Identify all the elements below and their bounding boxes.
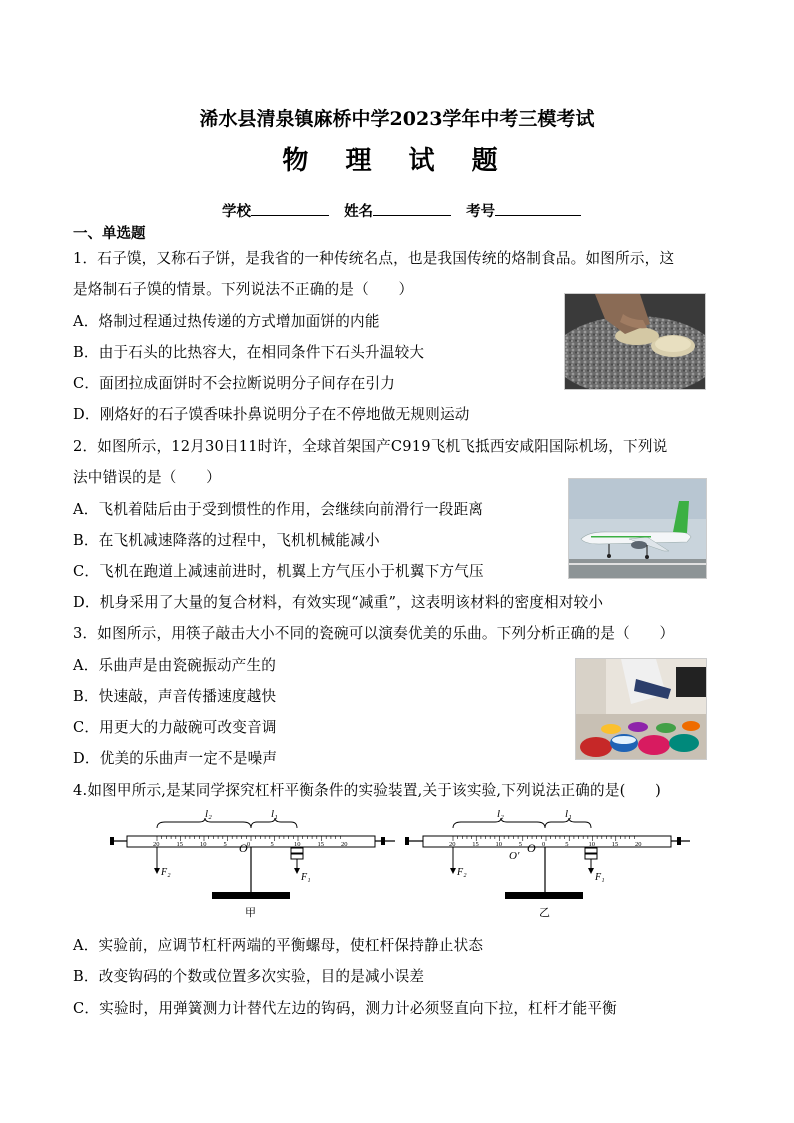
force-f2-jia: F₂ — [161, 867, 171, 878]
lever-experiment-figure — [105, 808, 695, 922]
porcelain-bowls-photo — [575, 658, 707, 760]
q1-option-a: A．烙制过程通过热传递的方式增加面饼的内能 — [73, 313, 380, 330]
lever-jia — [110, 808, 395, 919]
q4-stem-line1: 4.如图甲所示,是某同学探究杠杆平衡条件的实验装置,关于该实验,下列说法正确的是( ) — [73, 782, 661, 799]
figure-label-jia: 甲 — [245, 907, 256, 919]
stone-cake-photo — [564, 293, 706, 390]
number-blank[interactable] — [495, 203, 581, 216]
number-label: 考号 — [466, 203, 496, 220]
lever-yi — [405, 808, 690, 919]
q2-option-d: D．机身采用了大量的复合材料，有效实现“减重”，这表明该材料的密度相对较小 — [73, 594, 604, 611]
scale-tick-label: 10 — [588, 841, 595, 848]
c919-airplane-photo — [568, 478, 707, 579]
q3-option-b: B．快速敲，声音传播速度越快 — [73, 688, 277, 705]
scale-tick-label: 5 — [518, 841, 522, 848]
pivot-o-prime-yi: O′ — [509, 850, 520, 862]
pivot-o-yi: O — [527, 841, 536, 855]
q2-option-c: C．飞机在跑道上减速前进时，机翼上方气压小于机翼下方气压 — [73, 563, 484, 580]
force-f1-yi: F₁ — [595, 872, 605, 883]
scale-tick-label: 20 — [153, 841, 160, 848]
q1-option-c: C．面团拉成面饼时不会拉断说明分子间存在引力 — [73, 375, 396, 392]
subject-title: 物 理 试 题 — [282, 146, 512, 176]
exam-school-title: 浠水县清泉镇麻桥中学2023学年中考三模考试 — [199, 108, 595, 130]
name-label: 姓名 — [344, 203, 374, 220]
q3-option-a: A．乐曲声是由瓷碗振动产生的 — [73, 657, 277, 674]
q1-option-b: B．由于石头的比热容大，在相同条件下石头升温较大 — [73, 344, 425, 361]
scale-tick-label: 20 — [449, 841, 456, 848]
scale-tick-label: 10 — [294, 841, 301, 848]
scale-tick-label: 5 — [223, 841, 227, 848]
label-l2-jia: l₂ — [205, 808, 212, 820]
scale-tick-label: 5 — [565, 841, 569, 848]
label-l1-jia: l₁ — [271, 808, 278, 820]
scale-tick-label: 0 — [542, 841, 546, 848]
name-blank[interactable] — [373, 203, 451, 216]
q2-option-b: B．在飞机减速降落的过程中，飞机机械能减小 — [73, 532, 380, 549]
q3-option-c: C．用更大的力敲碗可改变音调 — [73, 719, 277, 736]
school-label: 学校 — [222, 203, 251, 220]
scale-tick-label: 15 — [176, 841, 183, 848]
scale-tick-label: 15 — [472, 841, 479, 848]
q4-option-a: A．实验前，应调节杠杆两端的平衡螺母，使杠杆保持静止状态 — [73, 937, 484, 954]
q3-stem-line1: 3．如图所示，用筷子敲击大小不同的瓷碗可以演奏优美的乐曲。下列分析正确的是（ ） — [73, 625, 675, 642]
q2-stem-line1: 2．如图所示，12月30日11时许，全球首架国产C919飞机飞抵西安咸阳国际机场，下列说 — [73, 438, 668, 455]
section-heading: 一、单选题 — [73, 225, 146, 242]
label-l1-yi: l₁ — [565, 808, 572, 820]
scale-tick-label: 20 — [635, 841, 642, 848]
q4-option-c: C．实验时，用弹簧测力计替代左边的钩码，测力计必须竖直向下拉，杠杆才能平衡 — [73, 1000, 617, 1017]
school-blank[interactable] — [251, 203, 329, 216]
q4-option-b: B．改变钩码的个数或位置多次实验，目的是减小误差 — [73, 968, 425, 985]
q2-option-a: A．飞机着陆后由于受到惯性的作用，会继续向前滑行一段距离 — [73, 501, 484, 518]
force-f1-jia: F₁ — [301, 872, 311, 883]
figure-label-yi: 乙 — [539, 907, 550, 919]
q1-option-d: D．刚烙好的石子馍香味扑鼻说明分子在不停地做无规则运动 — [73, 406, 470, 423]
q1-stem-line2: 是烙制石子馍的情景。下列说法不正确的是（ ） — [73, 281, 414, 298]
scale-tick-label: 5 — [270, 841, 274, 848]
scale-tick-label: 15 — [611, 841, 619, 848]
student-info-line — [222, 200, 591, 221]
scale-tick-label: 10 — [200, 841, 207, 848]
force-f2-yi: F₂ — [457, 867, 467, 878]
scale-tick-label: 10 — [495, 841, 502, 848]
scale-tick-label: 0 — [247, 841, 251, 848]
q1-stem-line1: 1．石子馍，又称石子饼，是我省的一种传统名点，也是我国传统的烙制食品。如图所示，这 — [73, 250, 675, 267]
q3-option-d: D．优美的乐曲声一定不是噪声 — [73, 750, 278, 767]
pivot-o-jia: O — [239, 841, 248, 855]
q2-stem-line2: 法中错误的是（ ） — [73, 469, 221, 486]
label-l2-yi: l₂ — [497, 808, 504, 820]
scale-tick-label: 15 — [317, 841, 324, 848]
scale-tick-label: 20 — [341, 841, 348, 848]
